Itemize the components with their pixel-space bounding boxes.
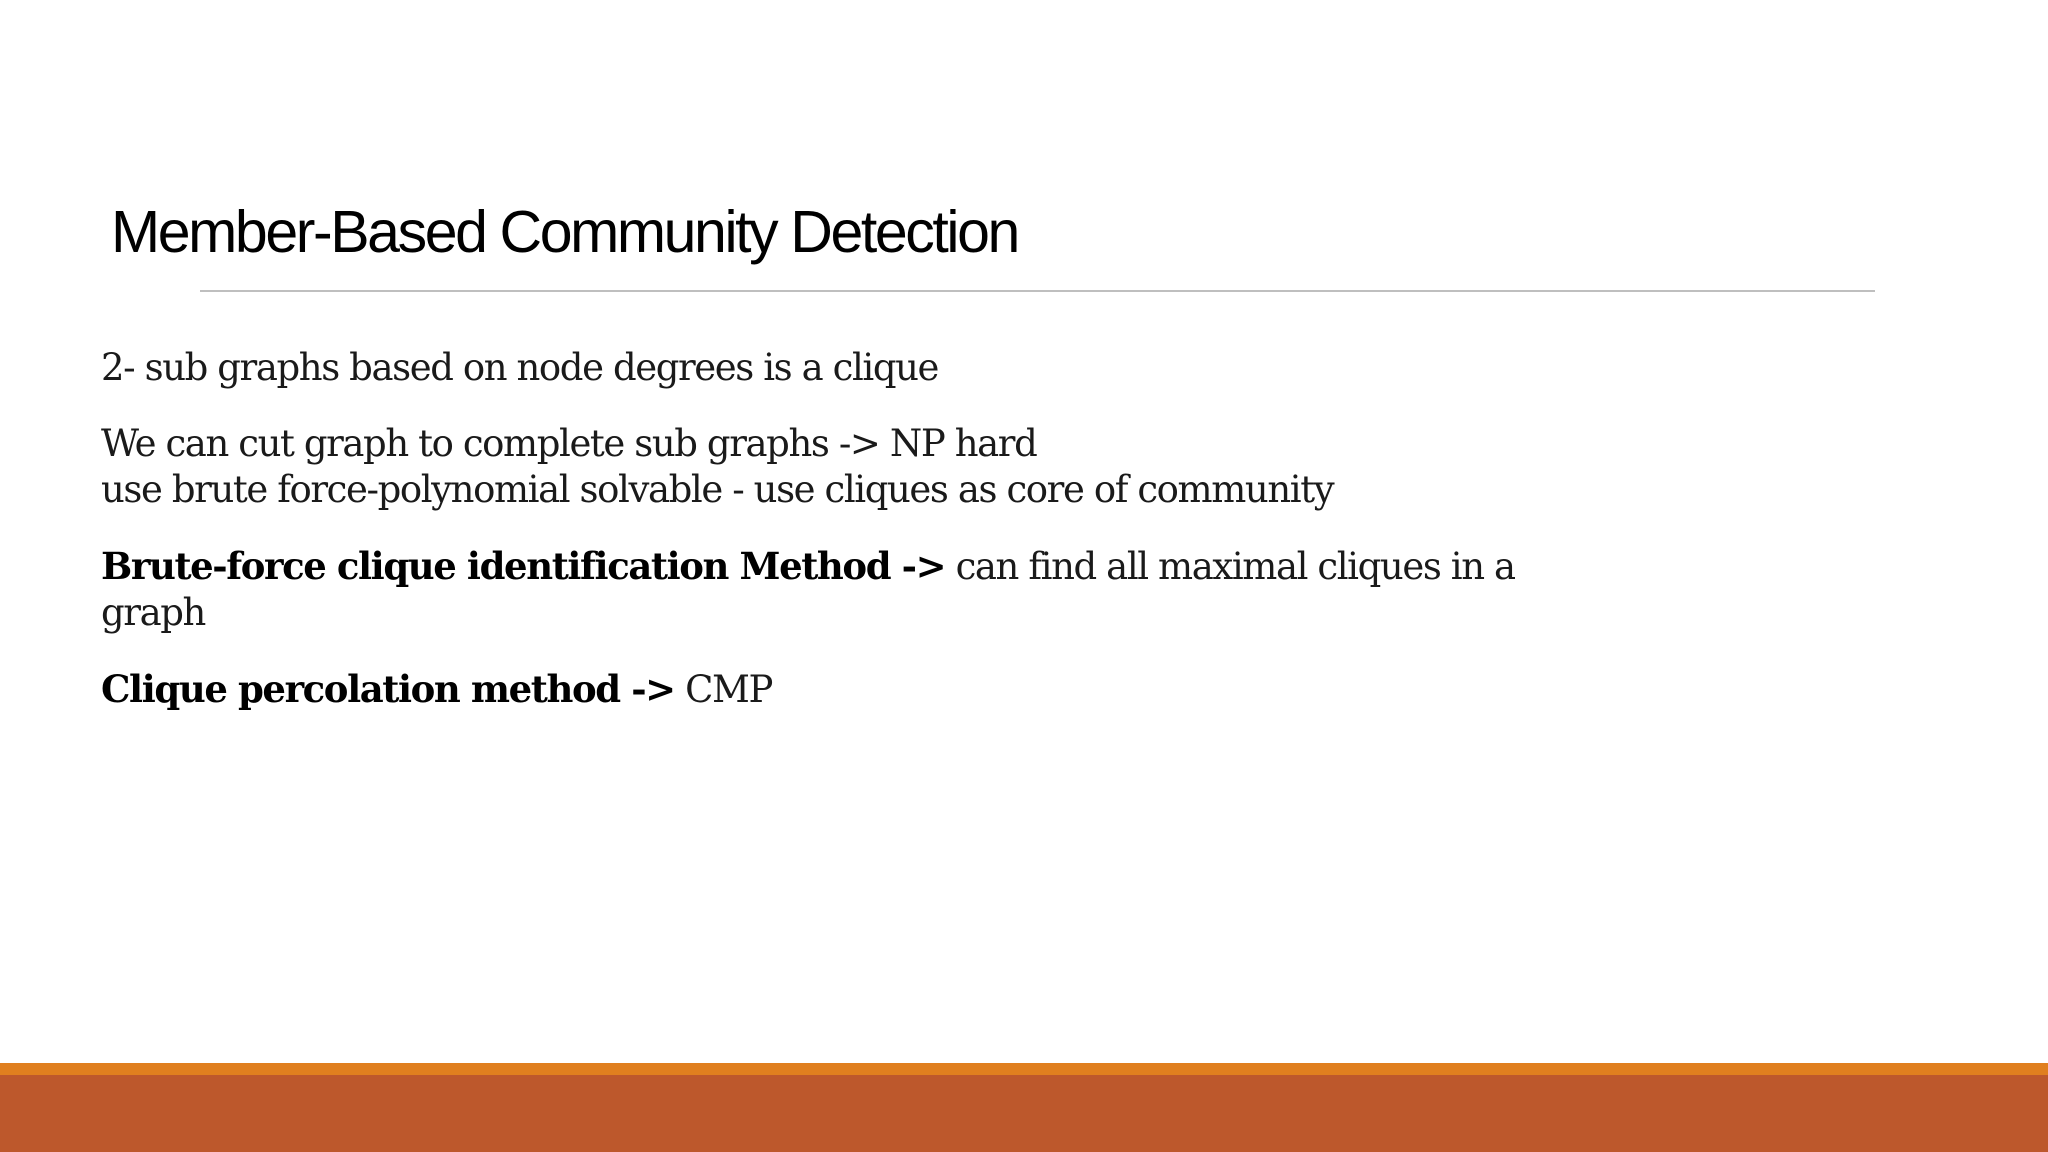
footer-accent-stripe [0,1063,2048,1075]
slide-title: Member-Based Community Detection [111,199,1018,265]
method-description-continuation: graph [101,591,205,634]
paragraph-line: use brute force-polynomial solvable - use cliques as core of community [101,468,1334,511]
paragraph-clique-percolation [101,666,1601,713]
title-divider [200,290,1875,292]
slide-body [101,345,1601,743]
paragraph-line: 2- sub graphs based on node degrees is a clique [101,346,939,389]
method-description: CMP [674,668,773,711]
footer-band [0,1075,2048,1152]
method-name-bold: Brute-force clique identification Method -> [101,544,946,588]
method-name-bold: Clique percolation method -> [101,667,675,711]
paragraph-brute-force-method [101,543,1601,636]
paragraph-line: We can cut graph to complete sub graphs -> NP hard [101,422,1037,465]
paragraph-clique-definition [101,345,1601,391]
method-description: can find all maximal cliques in a [945,545,1515,588]
paragraph-np-hard [101,421,1601,513]
